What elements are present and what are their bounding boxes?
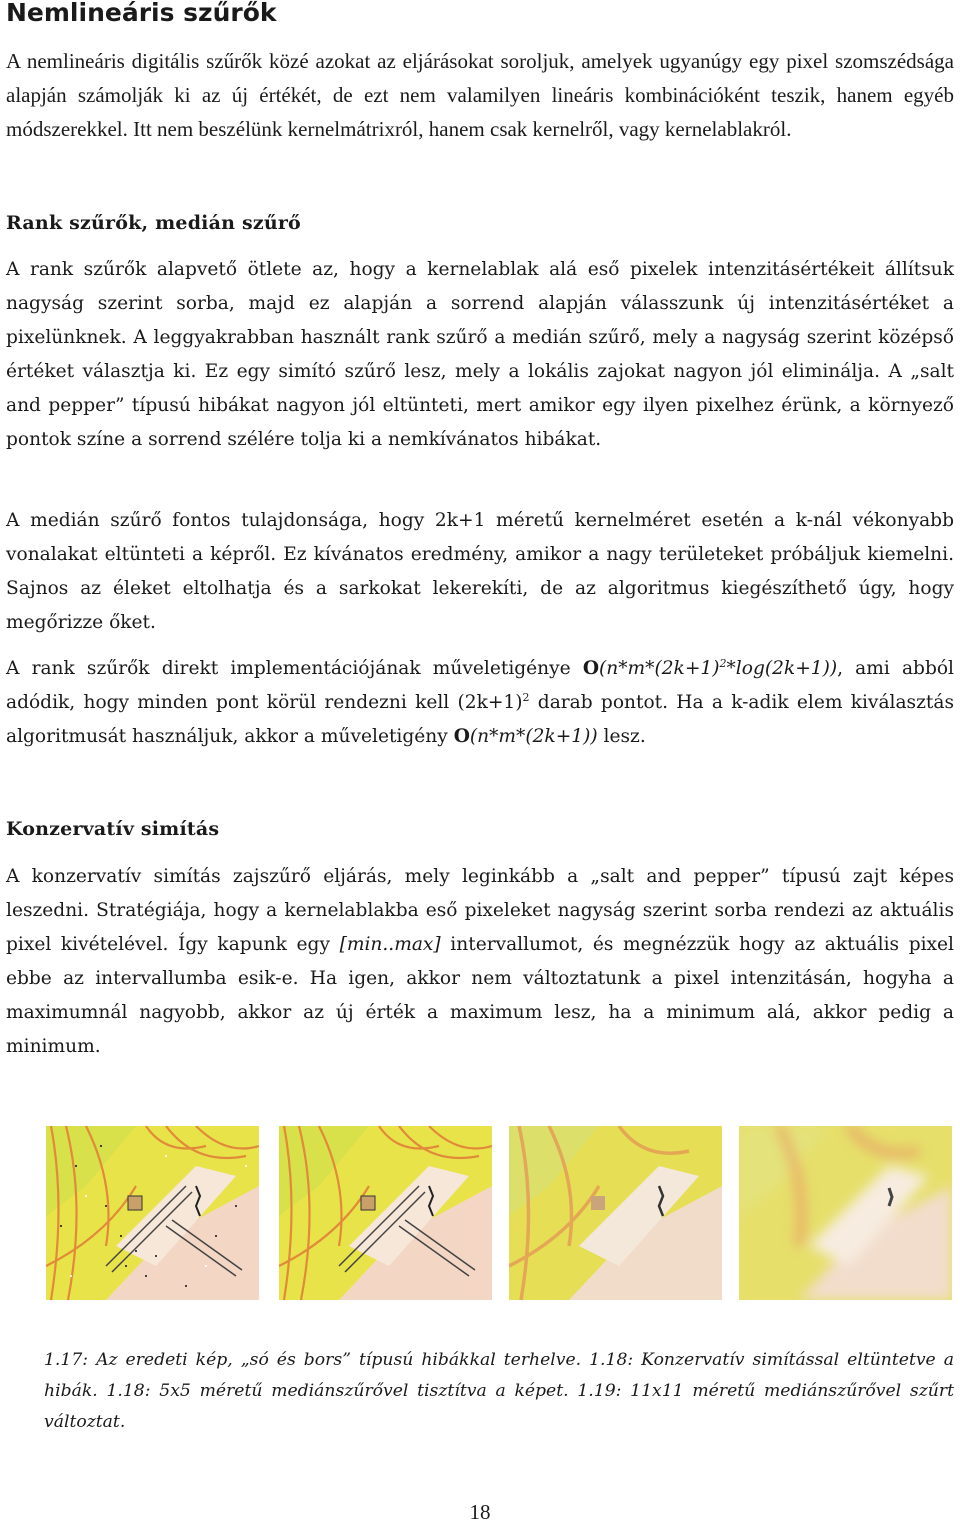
- page-title: Nemlineáris szűrők: [6, 0, 277, 27]
- figure-caption: 1.17: Az eredeti kép, „só és bors” típusú hibákkal terhelve. 1.18: Konzervatív simítással eltüntetve a hibák. 1.18: 5x5 méretű mediánszűrővel tisztítva a képet. 1.19: 11x11 méretű mediánszűrővel szűrt változtat.: [44, 1350, 954, 1432]
- rank-paragraph-1: A rank szűrők alapvető ötlete az, hogy a kernelablak alá eső pixelek intenzitásértékeit állítsuk nagyság szerint sorba, majd ez alapján a sorrend alapján válasszunk új intenzitásértéket a pixelünknek. A leggyakrabban használt rank szűrő a medián szűrő, mely a nagyság szerint középső értéket választja ki. Ez egy simító szűrő lesz, mely a lokális zajokat nagyon jól eliminálja. A „salt and pepper” típusú hibákat nagyon jól eltünteti, mert amikor egy ilyen pixelhez érünk, a környező pontok színe a sorrend szélére tolja ki a nemkívánatos hibákat.: [6, 259, 954, 450]
- section-heading-conservative: Konzervatív simítás: [6, 818, 220, 840]
- figure-strip: [46, 1126, 952, 1300]
- figure-conservative-smoothing: [279, 1126, 492, 1300]
- rank-paragraph-2: A medián szűrő fontos tulajdonsága, hogy 2k+1 méretű kernelméret esetén a k-nál vékonyabb vonalakat eltünteti a képről. Ez kívánatos eredmény, amikor a nagy területeket próbáljuk kiemelni. Sajnos az éleket eltolhatja és a sarkokat lekerekíti, de az algoritmus kiegészíthető úgy, hogy megőrizze őket.: [6, 510, 954, 633]
- section-heading-rank: Rank szűrők, medián szűrő: [6, 212, 301, 234]
- figure-original-noisy: [46, 1126, 259, 1300]
- page-number: 18: [469, 1500, 491, 1524]
- intro-paragraph: A nemlineáris digitális szűrők közé azokat az eljárásokat soroljuk, amelyek ugyanúgy egy pixel szomszédsága alapján számolják ki az új értékét, de ezt nem valamilyen lineáris kombinációként teszik, hanem egyéb módszerekkel. Itt nem beszélünk kernelmátrixról, hanem csak kernelről, vagy kernelablakról.: [6, 49, 954, 141]
- figure-median-5x5: [509, 1126, 722, 1300]
- rank-paragraph-3: A rank szűrők direkt implementációjának műveletigénye $O(n*m*(2k+1)^2*\log(2k+1))$, ami abból adódik, hogy minden pont körül rendezni kell $(2k+1)^2$ darab pontot. Ha a k-adik elem kiválasztás algoritmusát használjuk, akkor a műveletigény O(n*m*(2k+1)) lesz.: [6, 656, 954, 747]
- figure-median-11x11: [739, 1126, 952, 1300]
- big-o-symbol: O: [453, 726, 470, 747]
- big-o-symbol: O: [582, 658, 600, 679]
- conservative-paragraph: A konzervatív simítás zajszűrő eljárás, mely leginkább a „salt and pepper” típusú zajt képes leszedni. Stratégiája, hogy a kernelablakba eső pixeleket nagyság szerint sorba rendezi az aktuális pixel kivételével. Így kapunk egy [min..max] intervallumot, és megnézzük hogy az aktuális pixel ebbe az intervallumba esik-e. Ha igen, akkor nem változtatunk a pixel intenzitásán, hogyha a maximumnál nagyobb, akkor az új érték a maximum lesz, ha a minimum alá, akkor pedig a minimum.: [6, 866, 954, 1057]
